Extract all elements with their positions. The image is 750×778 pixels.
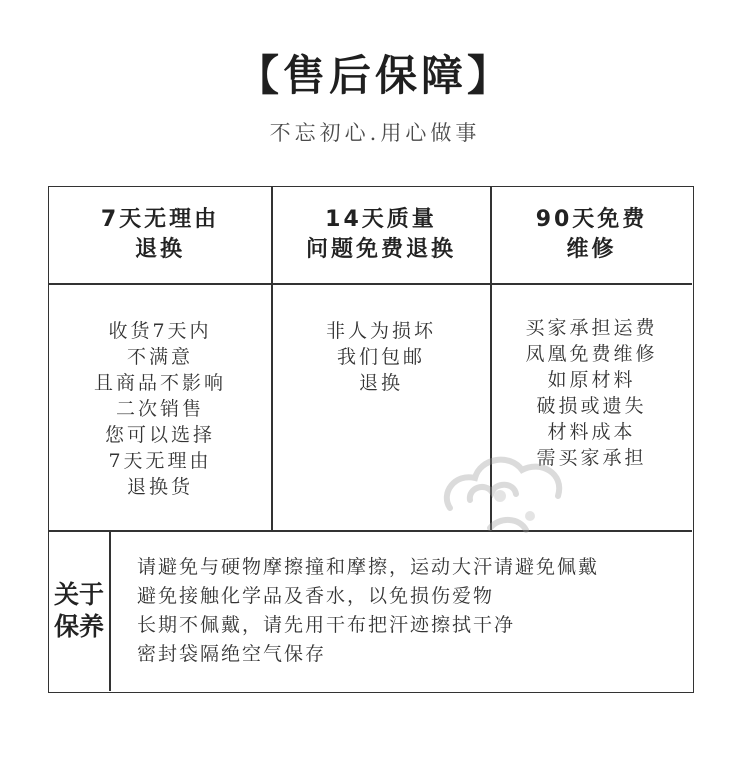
- auspicious-cloud-icon: [430, 438, 580, 548]
- body-7-day-return: [49, 318, 271, 530]
- care-divider: [109, 530, 111, 691]
- row-divider: [49, 283, 692, 285]
- row-divider: [49, 530, 692, 532]
- care-label: 关于 保养: [53, 580, 104, 641]
- body-14-day-quality-text: 非人为损坏 我们包邮 退换: [325, 320, 436, 394]
- body-7-day-return-text: 收货7天内 不满意 且商品不影响 二次销售 您可以选择 7天无理由 退换货: [93, 320, 226, 498]
- care-instructions: 请避免与硬物摩擦撞和摩擦，运动大汗请避免佩戴 避免接触化学品及香水，以免损伤爱物 长期不佩戴，请先用干布把汗迹擦拭干净 密封袋隔绝空气保存: [137, 556, 600, 665]
- heading-14-day-quality: 14天质量 问题免费退换: [305, 207, 456, 262]
- heading-90-day-repair: 90天免费 维修: [535, 207, 648, 262]
- page-title: 【售后保障】: [236, 51, 513, 100]
- heading-7-day-return: 7天无理由 退换: [100, 207, 220, 262]
- page-subtitle: 不忘初心.用心做事: [269, 121, 481, 145]
- body-90-day-repair-text: 买家承担运费 凤凰免费维修 如原材料 破损或遗失 材料成本 需买家承担: [525, 317, 658, 469]
